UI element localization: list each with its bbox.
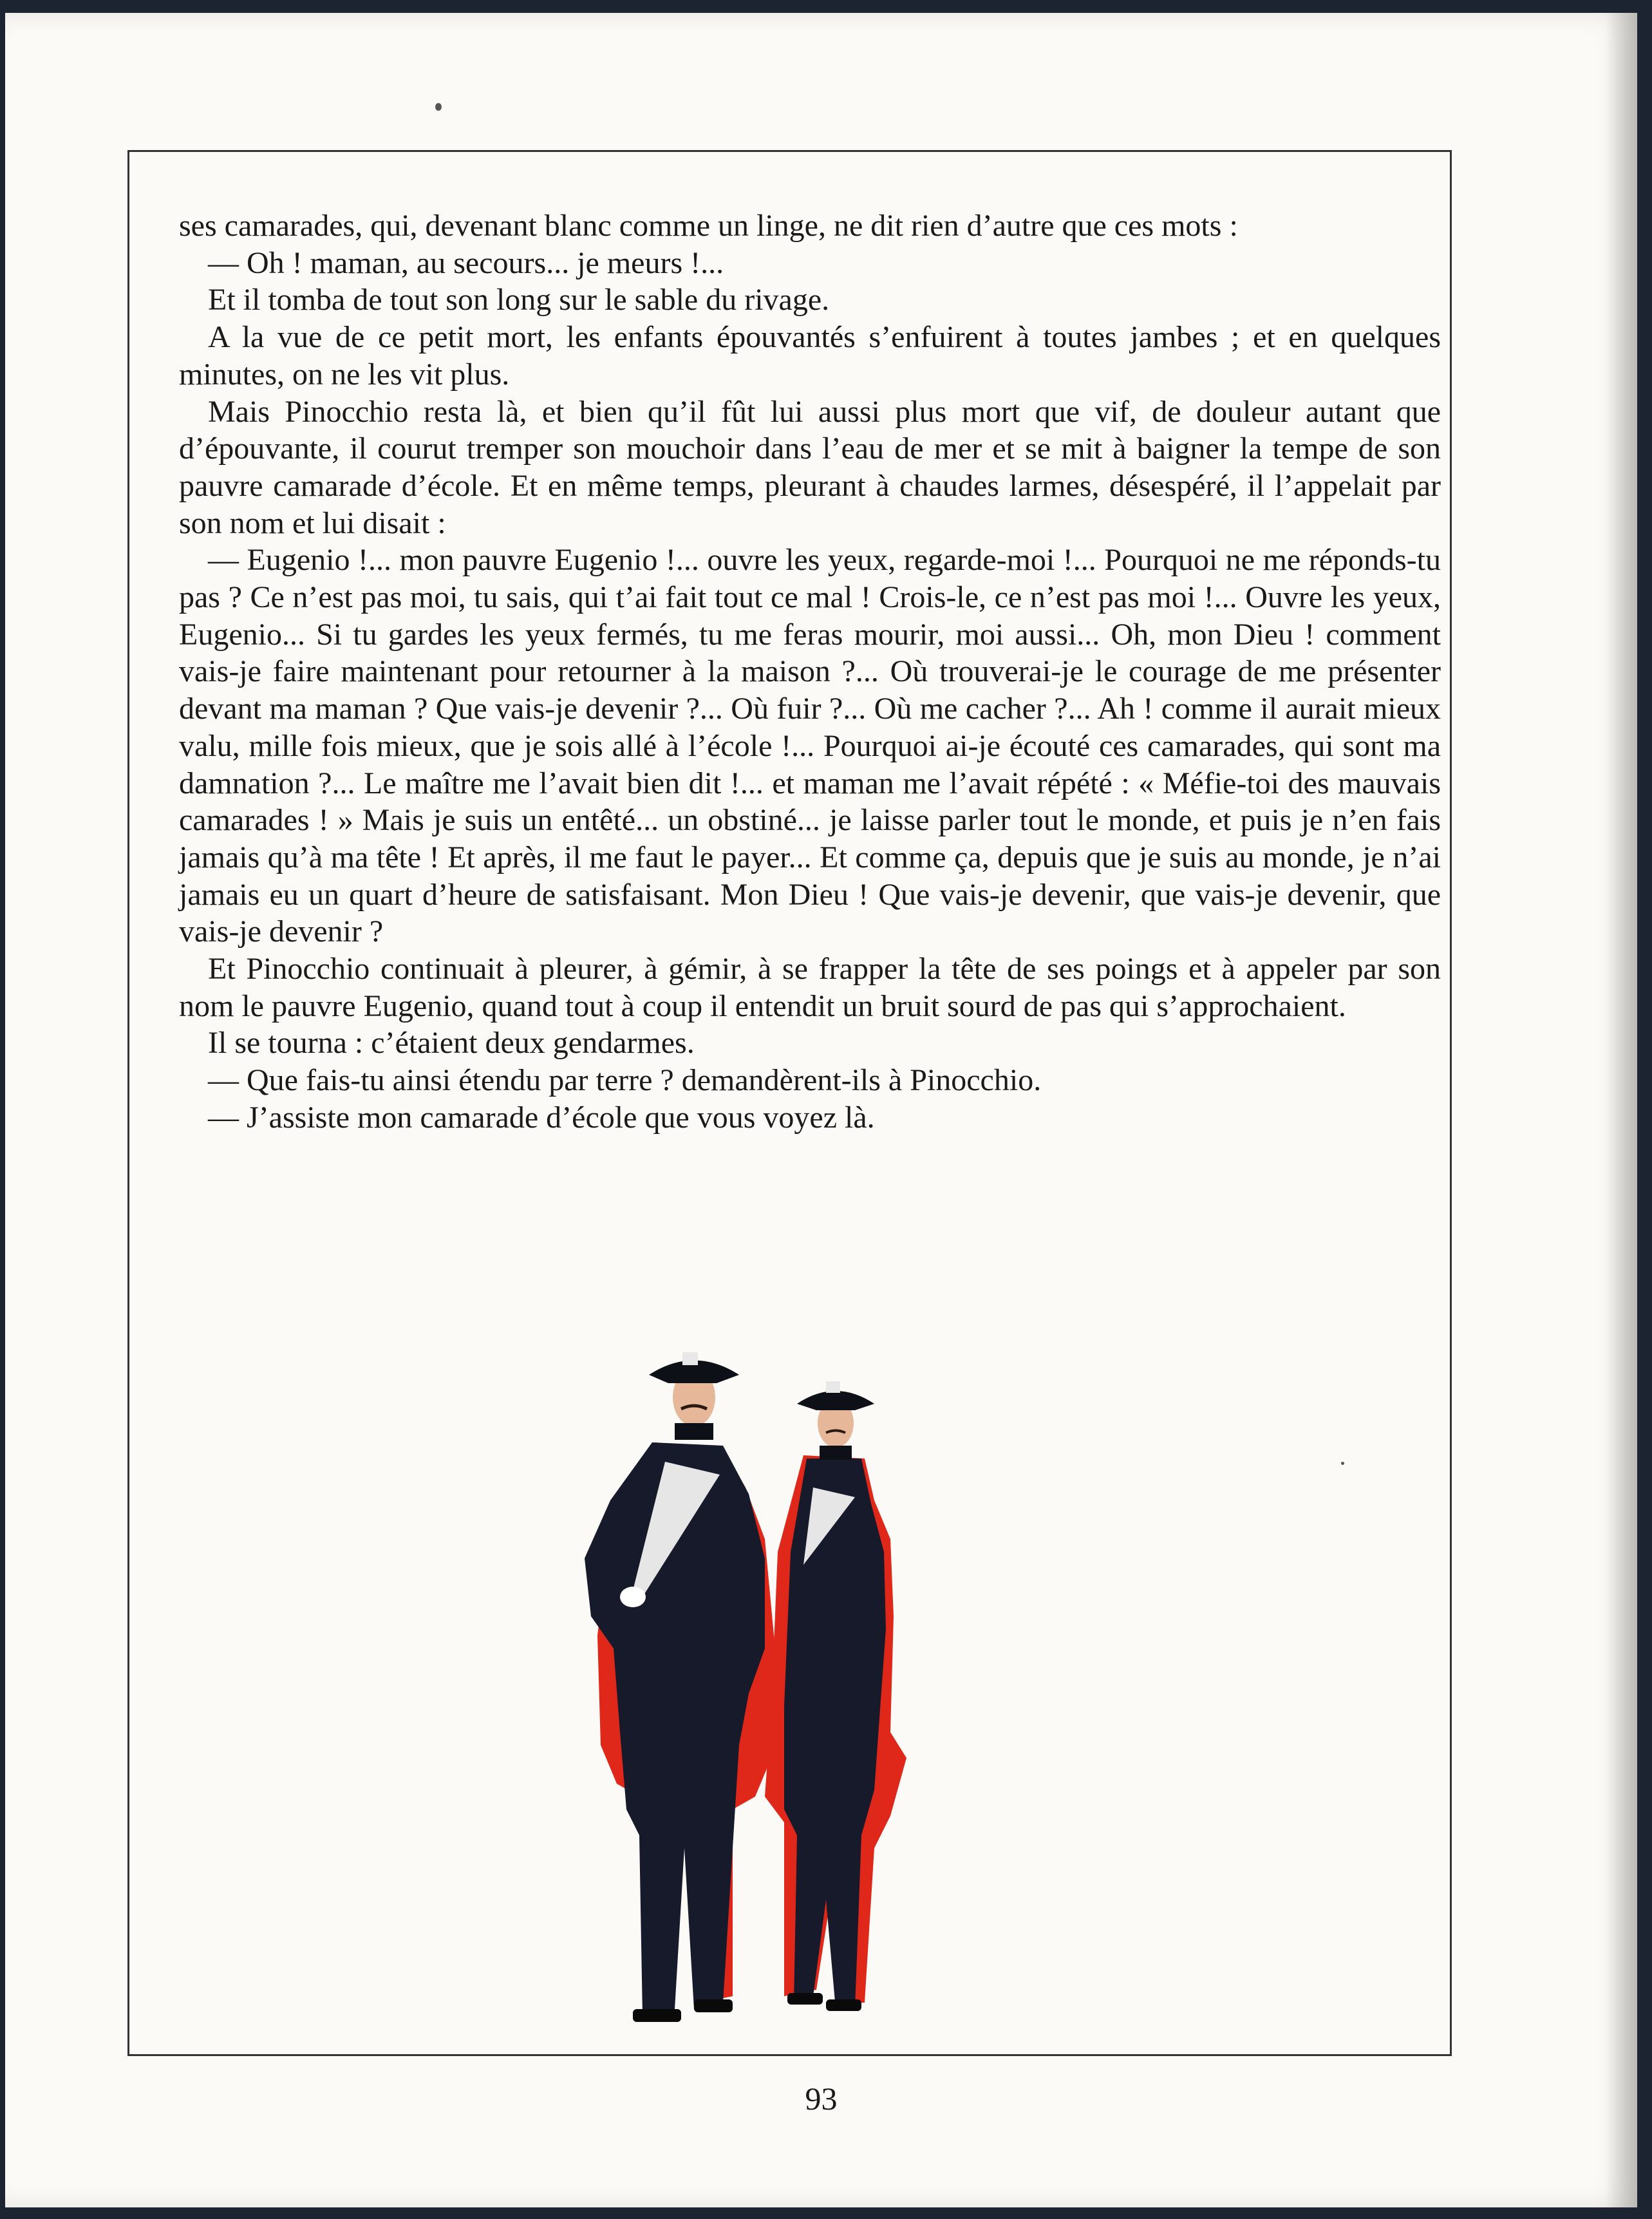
gendarmes-illustration [572,1346,971,2054]
paragraph: — Oh ! maman, au secours... je meurs !... [208,245,724,280]
page-number: 93 [805,2081,838,2117]
paragraph: — Eugenio !... mon pauvre Eugenio !... ouvre les yeux, regarde-moi !... Pourquoi ne me réponds-tu pas ? Ce n’est pas moi, tu sais, qui t’ai fait tout ce mal ! Crois-le, ce n’est pas moi !... Ouvre les yeux, Eugenio... Si tu gardes les yeux fermés, tu me feras mourir, moi aussi... Oh, mon Dieu ! comment vais-je faire maintenant pour retourner à la maison ?... Où trouverai-je le courage de me présenter devant ma maman ? Que vais-je devenir ?... Où fuir ?... Où me cacher ?... Ah ! comme il aurait mieux valu, mille fois mieux, que je sois allé à l’école !... Pourquoi ai-je écouté ces camarades, qui sont ma damnation ?... Le maître me l’avait bien dit !... et maman me l’avait répété : « Méfie-toi des mauvais camarades ! » Mais je suis un entêté... un obstiné... je laisse parler tout le monde, et puis je n’en fais jamais qu’à ma tête ! Et après, il me faut le payer... Et comme ça, depuis que je suis au monde, je n’ai jamais eu un quart d’heure de satisfaisant. Mon Dieu ! Que vais-je devenir, que vais-je devenir, que vais-je devenir ? [179,543,1441,949]
book-page [5,13,1637,2207]
paper-speck [435,103,442,111]
page-edge-shadow [1605,13,1637,2207]
gendarme-right [765,1381,906,2011]
paragraph: A la vue de ce petit mort, les enfants épouvantés s’enfuirent à toutes jambes ; et en quelques minutes, on ne les vit plus. [179,320,1441,392]
paragraph: Il se tourna : c’étaient deux gendarmes. [208,1026,695,1061]
gendarme-left [585,1352,774,2022]
paragraph: — Que fais-tu ainsi étendu par terre ? demandèrent-ils à Pinocchio. [208,1063,1042,1098]
body-text [179,207,1441,1137]
paragraph: Mais Pinocchio resta là, et bien qu’il fût lui aussi plus mort que vif, de douleur autant que d’épouvante, il courut tremper son mouchoir dans l’eau de mer et se mit à baigner la tempe de son pauvre camarade d’école. Et en même temps, pleurant à chaudes larmes, désespéré, il l’appelait par son nom et lui disait : [179,394,1441,540]
paragraph: Et il tomba de tout son long sur le sable du rivage. [208,283,830,317]
paragraph: Et Pinocchio continuait à pleurer, à gémir, à se frapper la tête de ses poings et à appeler par son nom le pauvre Eugenio, quand tout à coup il entendit un bruit sourd de pas qui s’approchaient. [179,952,1441,1023]
paragraph: — J’assiste mon camarade d’école que vous voyez là. [208,1100,875,1135]
paragraph: ses camarades, qui, devenant blanc comme un linge, ne dit rien d’autre que ces mots : [179,209,1238,243]
